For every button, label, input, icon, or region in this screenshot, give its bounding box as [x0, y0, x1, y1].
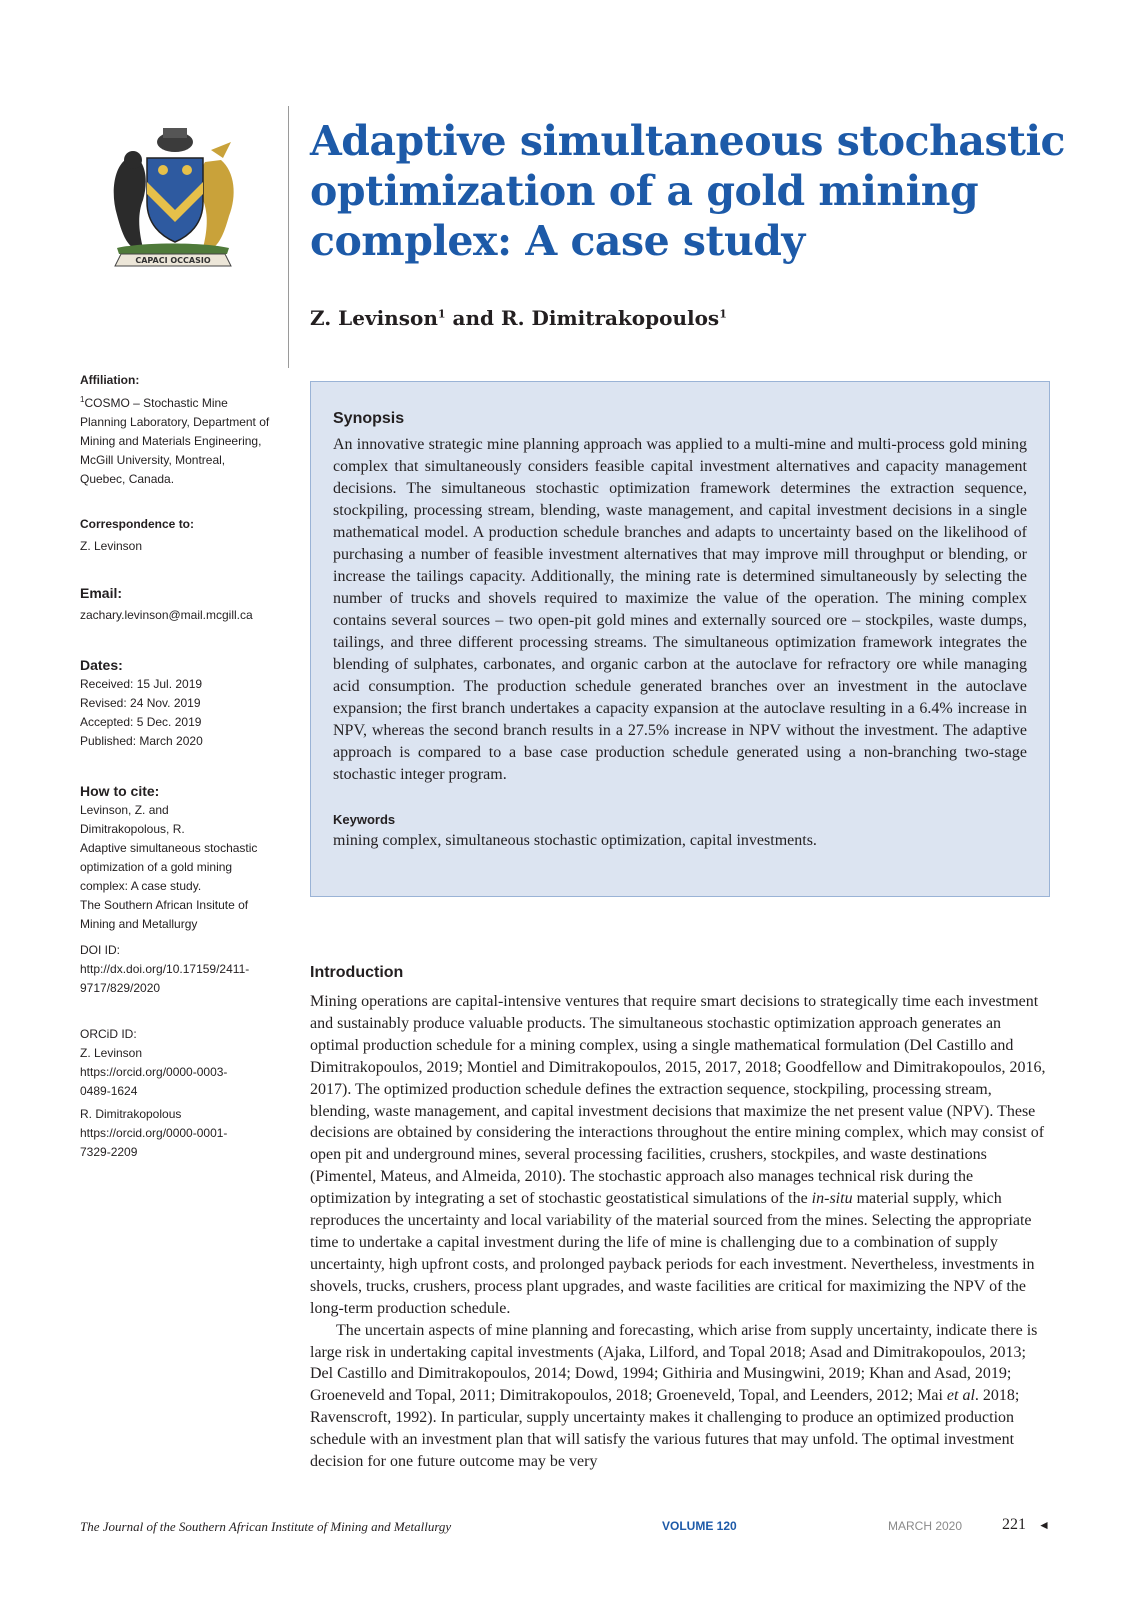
- citation-line: Mining and Metallurgy: [80, 917, 198, 931]
- doi-link[interactable]: 9717/829/2020: [80, 981, 161, 995]
- footer-volume: VOLUME 120: [662, 1519, 737, 1533]
- footer-date: MARCH 2020: [888, 1519, 963, 1533]
- dates-block: [80, 656, 270, 751]
- citation-line: Dimitrakopolous, R.: [80, 822, 185, 836]
- introduction-paragraph-2: [310, 1320, 1052, 1473]
- synopsis-box: [310, 381, 1050, 897]
- authors-conjunction: and: [445, 306, 501, 330]
- header-divider: [288, 106, 289, 368]
- email-address[interactable]: zachary.levinson@mail.mcgill.ca: [80, 608, 253, 622]
- date-accepted: Accepted: 5 Dec. 2019: [80, 715, 202, 729]
- page-footer: [80, 1516, 1052, 1538]
- citation-line: Levinson, Z. and: [80, 803, 169, 817]
- keywords-heading: Keywords: [333, 812, 396, 827]
- orcid-link-2[interactable]: 7329-2209: [80, 1145, 138, 1159]
- affiliation-block: [80, 371, 270, 489]
- paragraph-1-text: material supply, which reproduces the uncertainty and local variability of the material sourced from the mines. Selecting the appropriate time to undertake a capital investment during the life of mine is challenging due to a combination of supply uncertainty, high upfront costs, and prolonged payback periods for each investment. Nevertheless, investments in shovels, trucks, crushers, process plant upgrades, and waste facilities are critical for maximizing the NPV of the long-term production schedule.: [310, 1190, 1035, 1317]
- introduction-body: [310, 991, 1052, 1473]
- correspondence-block: [80, 515, 270, 556]
- introduction-paragraph-1: [310, 991, 1052, 1320]
- author-1: Z. Levinson: [310, 306, 438, 330]
- synopsis-text: An innovative strategic mine planning approach was applied to a multi-mine and multi-process gold mining complex that simultaneously considers feasible capital investment alternatives and capacity management decisions. The simultaneous stochastic optimization framework determines the extraction sequence, stockpiling, processing stream, blending, waste management, and capital investment decisions in a single mathematical model. A production schedule branches and adapts to uncertainty based on the likelihood of purchasing a number of feasible investment alternatives that may improve mill throughput or blending, or increase the tailings capacity. Additionally, the mining rate is determined simultaneously by selecting the number of trucks and shovels required to maximize the value of the operation. The mining complex contains several sources – two open-pit gold mines and externally sourced ore – stockpiles, waste dumps, tailings, and three different processing streams. The simultaneous optimization framework integrates the blending of sulphates, carbonates, and organic carbon at the autoclave for refractory ore while managing acid consumption. The production schedule generated branches over an investment in the autoclave expansion; the first branch undertakes a capacity expansion at the autoclave resulting in a 6.4% increase in NPV, whereas the second branch results in a 27.5% increase in NPV without the investment. The adaptive approach is compared to a base case production schedule generated using a non-branching two-stage stochastic integer program.: [333, 436, 1027, 783]
- synopsis-heading: Synopsis: [333, 410, 405, 427]
- orcid-link-2[interactable]: https://orcid.org/0000-0001-: [80, 1126, 228, 1140]
- doi-heading: DOI ID:: [80, 943, 121, 957]
- orcid-link-1[interactable]: 0489-1624: [80, 1084, 138, 1098]
- author-2: R. Dimitrakopoulos: [500, 306, 720, 330]
- orcid-block: [80, 1025, 270, 1162]
- affiliation-text: [80, 390, 270, 489]
- email-heading: Email:: [80, 585, 123, 601]
- citation-line: Adaptive simultaneous stochastic: [80, 841, 258, 855]
- date-received: Received: 15 Jul. 2019: [80, 677, 203, 691]
- author-2-affiliation-mark: 1: [719, 307, 727, 321]
- orcid-heading: ORCiD ID:: [80, 1027, 137, 1041]
- citation-line: The Southern African Insitute of: [80, 898, 249, 912]
- paragraph-2-text: . 2018; Ravenscroft, 1992). In particular, supply uncertainty makes it challenging to produce an optimized production schedule with an investment plan that will satisfy the various futures that may unfold. The optimal investment decision for one future outcome may be very: [310, 1387, 1020, 1471]
- affiliation-heading: Affiliation:: [80, 373, 140, 387]
- correspondence-name: Z. Levinson: [80, 539, 143, 553]
- citation-line: optimization of a gold mining: [80, 860, 233, 874]
- correspondence-heading: Correspondence to:: [80, 517, 195, 531]
- authors: [310, 306, 727, 330]
- orcid-author-1: Z. Levinson: [80, 1046, 143, 1060]
- introduction-heading: Introduction: [310, 964, 404, 981]
- email-block: [80, 584, 270, 625]
- orcid-link-1[interactable]: https://orcid.org/0000-0003-: [80, 1065, 228, 1079]
- footer-page-number: 221: [1002, 1516, 1026, 1533]
- citation-line: complex: A case study.: [80, 879, 202, 893]
- footer-arrow-icon: ◄: [1038, 1518, 1050, 1532]
- dates-heading: Dates:: [80, 657, 123, 673]
- keywords-text: mining complex, simultaneous stochastic optimization, capital investments.: [333, 832, 817, 849]
- date-published: Published: March 2020: [80, 734, 203, 748]
- author-1-affiliation-mark: 1: [437, 307, 446, 321]
- citation-block: [80, 782, 270, 934]
- doi-block: [80, 941, 270, 998]
- paragraph-2-italic: et al: [946, 1387, 975, 1405]
- orcid-author-2: R. Dimitrakopolous: [80, 1107, 182, 1121]
- motto-text: CAPACI OCCASIO: [135, 256, 211, 265]
- date-revised: Revised: 24 Nov. 2019: [80, 696, 201, 710]
- affiliation-body: COSMO – Stochastic Mine Planning Laboratory, Department of Mining and Materials Engineering, McGill University, Montreal, Quebec, Canada.: [80, 396, 270, 486]
- paragraph-2-text: The uncertain aspects of mine planning and forecasting, which arise from supply uncertainty, indicate there is large risk in undertaking capital investments (Ajaka, Lilford, and Topal 2018; Asad and Dimitrakopoulos, 2013; Del Castillo and Dimitrakopoulos, 2014; Dowd, 1994; Githiria and Musingwini, 2019; Khan and Asad, 2019; Groeneveld and Topal, 2011; Dimitrakopoulos, 2018; Groeneveld, Topal, and Leenders, 2012; Mai: [310, 1321, 1038, 1405]
- footer-journal-name: The Journal of the Southern African Institute of Mining and Metallurgy: [80, 1519, 452, 1534]
- citation-heading: How to cite:: [80, 783, 160, 799]
- doi-link[interactable]: http://dx.doi.org/10.17159/2411-: [80, 962, 250, 976]
- coat-of-arms-icon: [103, 120, 243, 272]
- paragraph-1-text: Mining operations are capital-intensive ventures that require smart decisions to strategically time each investment and sustainably produce valuable products. The simultaneous stochastic optimization approach generates an optimal production schedule for a mining complex, using a single mathematical formulation (Del Castillo and Dimitrakopoulos, 2019; Montiel and Dimitrakopoulos, 2015, 2017, 2018; Goodfellow and Dimitrakopoulos, 2016, 2017). The optimized production schedule defines the extraction sequence, stockpiling, processing stream, blending, waste management, and capital investment decisions that maximize the net present value (NPV). These decisions are obtained by considering the interactions throughout the entire mining complex, which may consist of open pit and underground mines, several processing facilities, crushers, stockpiles, and waste destinations (Pimentel, Mateus, and Almeida, 2010). The stochastic approach also manages technical risk during the optimization by integrating a set of stochastic geostatistical simulations of the: [310, 993, 1046, 1208]
- paragraph-1-italic: in-situ: [811, 1190, 853, 1208]
- article-title: Adaptive simultaneous stochastic optimization of a gold mining complex: A case study: [310, 117, 1066, 265]
- affiliation-mark: 1: [80, 395, 85, 404]
